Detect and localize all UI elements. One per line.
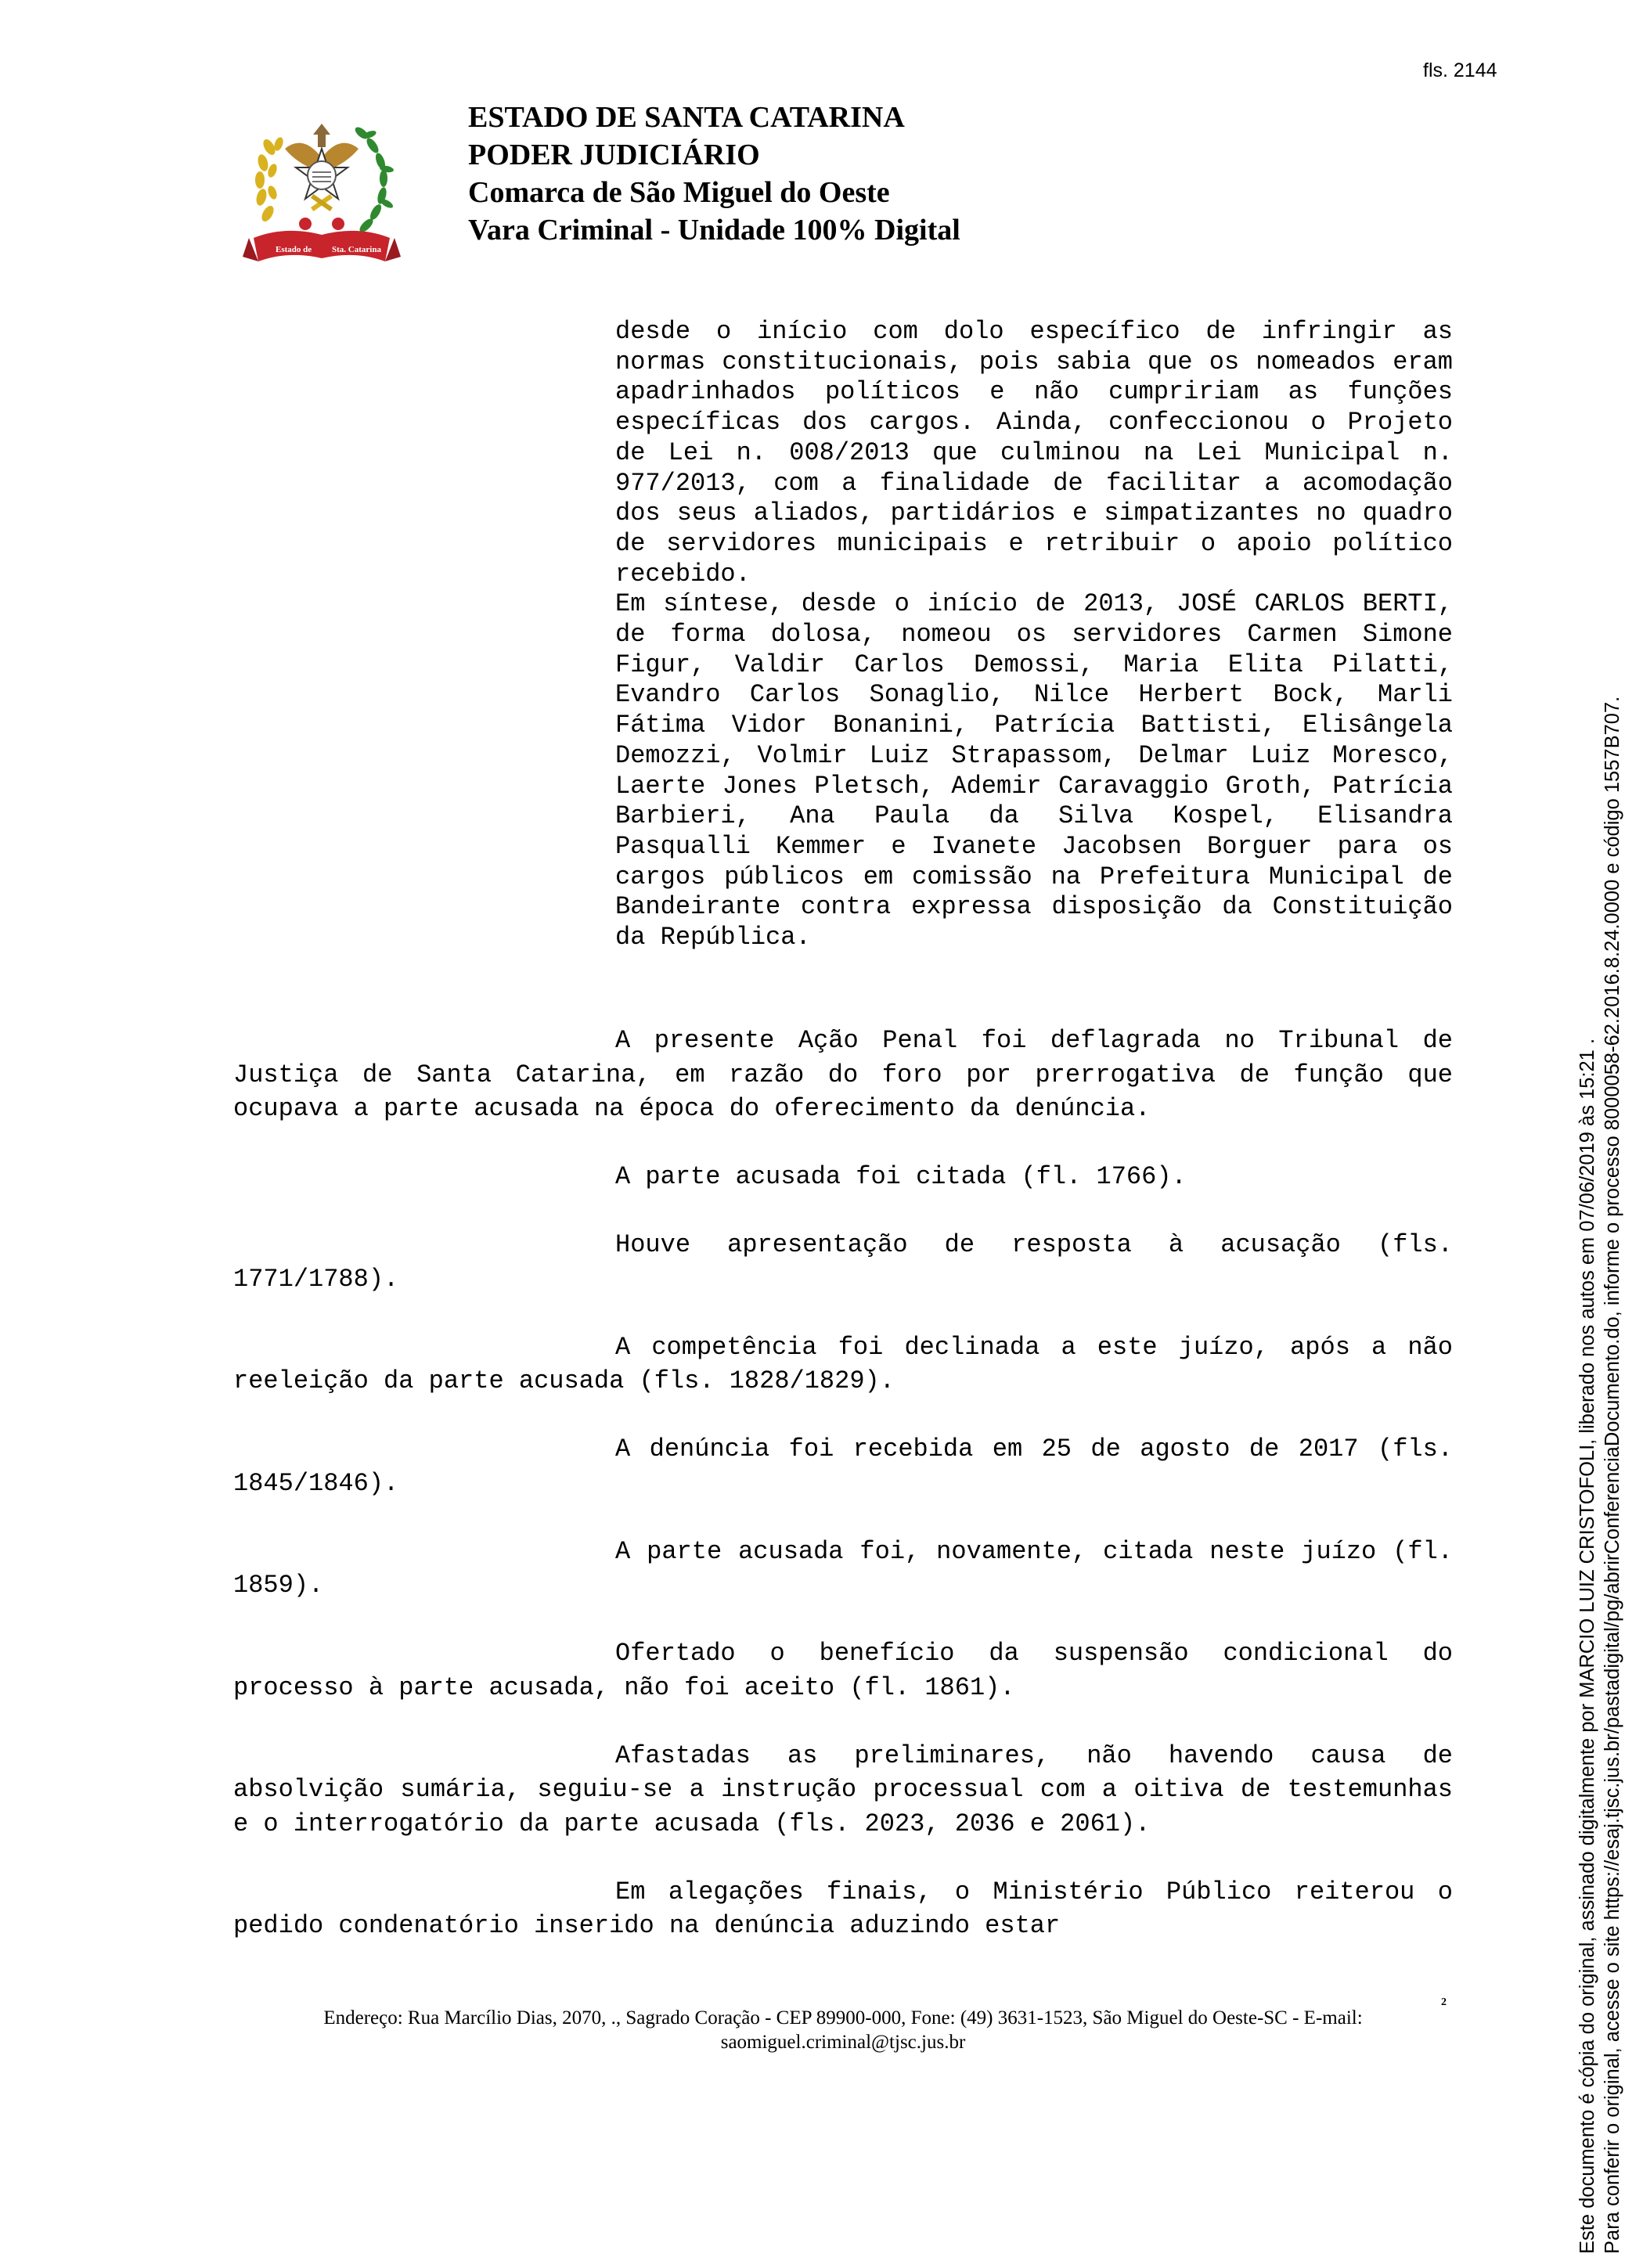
- court-address-footer: [233, 2006, 1453, 2054]
- seal-text-left: Estado de: [276, 245, 312, 254]
- body-paragraph: Ofertado o benefício da suspensão condicional do processo à parte acusada, não foi aceito (fl. 1861).: [233, 1639, 1453, 1702]
- body-paragraph: Em alegações finais, o Ministério Público reiterou o pedido condenatório inserido na denúncia aduzindo estar: [233, 1877, 1453, 1940]
- body-paragraph: A parte acusada foi citada (fl. 1766).: [615, 1162, 1187, 1191]
- state-coat-of-arms: [238, 100, 405, 277]
- body-paragraph: A competência foi declinada a este juízo, após a não reeleição da parte acusada (fls. 1828/1829).: [233, 1332, 1453, 1395]
- footer-page-mark: 2: [1441, 1996, 1447, 2008]
- header-court: Vara Criminal - Unidade 100% Digital: [468, 214, 960, 247]
- quote-paragraph: desde o início com dolo específico de infringir as normas constitucionais, pois sabia que os nomeados eram apadrinhados políticos e não cumpririam as funções específicas dos cargos. Ainda, confeccionou o Projeto de Lei n. 008/2013 que culminou na Lei Municipal n. 977/2013, com a finalidade de facilitar a acomodação dos seus aliados, partidários e simpatizantes no quadro de servidores municipais e retribuir o apoio político recebido.: [615, 317, 1453, 589]
- header-district: Comarca de São Miguel do Oeste: [468, 176, 890, 209]
- quote-paragraph: Em síntese, desde o início de 2013, JOSÉ CARLOS BERTI, de forma dolosa, nomeou os servidores Carmen Simone Figur, Valdir Carlos Demossi, Maria Elita Pilatti, Evandro Carlos Sonaglio, Nilce Herbert Bock, Marli Fátima Vidor Bonanini, Patrícia Battisti, Elisângela Demozzi, Volmir Luiz Strapassom, Delmar Luiz Moresco, Laerte Jones Pletsch, Ademir Caravaggio Groth, Patrícia Barbieri, Ana Paula da Silva Kospel, Elisandra Pasqualli Kemmer e Ivanete Jacobsen Borguer para os cargos públicos em comissão na Prefeitura Municipal de Bandeirante contra expressa disposição da Constituição da República.: [615, 589, 1453, 952]
- court-header: [468, 99, 960, 249]
- body-paragraph: Afastadas as preliminares, não havendo causa de absolvição sumária, seguiu-se a instrução processual com a oitiva de testemunhas e o interrogatório da parte acusada (fls. 2023, 2036 e 2061).: [233, 1741, 1453, 1838]
- digital-signature-note: [1575, 697, 1625, 2254]
- signature-line: Este documento é cópia do original, assinado digitalmente por MARCIO LUIZ CRISTOFOLI, liberado nos autos em 07/06/2019 às 15:21 .: [1576, 1038, 1598, 2254]
- header-state: ESTADO DE SANTA CATARINA: [468, 101, 905, 134]
- email-line: saomiguel.criminal@tjsc.jus.br: [720, 2032, 966, 2053]
- body-paragraph: Houve apresentação de resposta à acusação (fls. 1771/1788).: [233, 1230, 1453, 1294]
- verification-line: Para conferir o original, acesse o site https://esaj.tjsc.jus.br/pastadigital/pg/abrirConferenciaDocumento.do, informe o processo 8000058-62.2016.8.24.0000 e código 1557B707.: [1602, 696, 1623, 2254]
- body-paragraph: A denúncia foi recebida em 25 de agosto de 2017 (fls. 1845/1846).: [233, 1435, 1453, 1498]
- address-line: Endereço: Rua Marcílio Dias, 2070, ., Sagrado Coração - CEP 89900-000, Fone: (49) 3631-1523, São Miguel do Oeste-SC - E-mail:: [323, 2007, 1363, 2029]
- page-number: fls. 2144: [1423, 59, 1497, 81]
- header-judiciary: PODER JUDICIÁRIO: [468, 139, 760, 171]
- body-paragraph: A parte acusada foi, novamente, citada neste juízo (fl. 1859).: [233, 1536, 1453, 1600]
- body-paragraph: A presente Ação Penal foi deflagrada no Tribunal de Justiça de Santa Catarina, em razão do foro por prerrogativa de função que ocupava a parte acusada na época do oferecimento da denúncia.: [233, 1026, 1453, 1123]
- report-body: [233, 1024, 1453, 1977]
- seal-text-right: Sta. Catarina: [332, 245, 381, 254]
- quoted-indictment: [615, 317, 1453, 953]
